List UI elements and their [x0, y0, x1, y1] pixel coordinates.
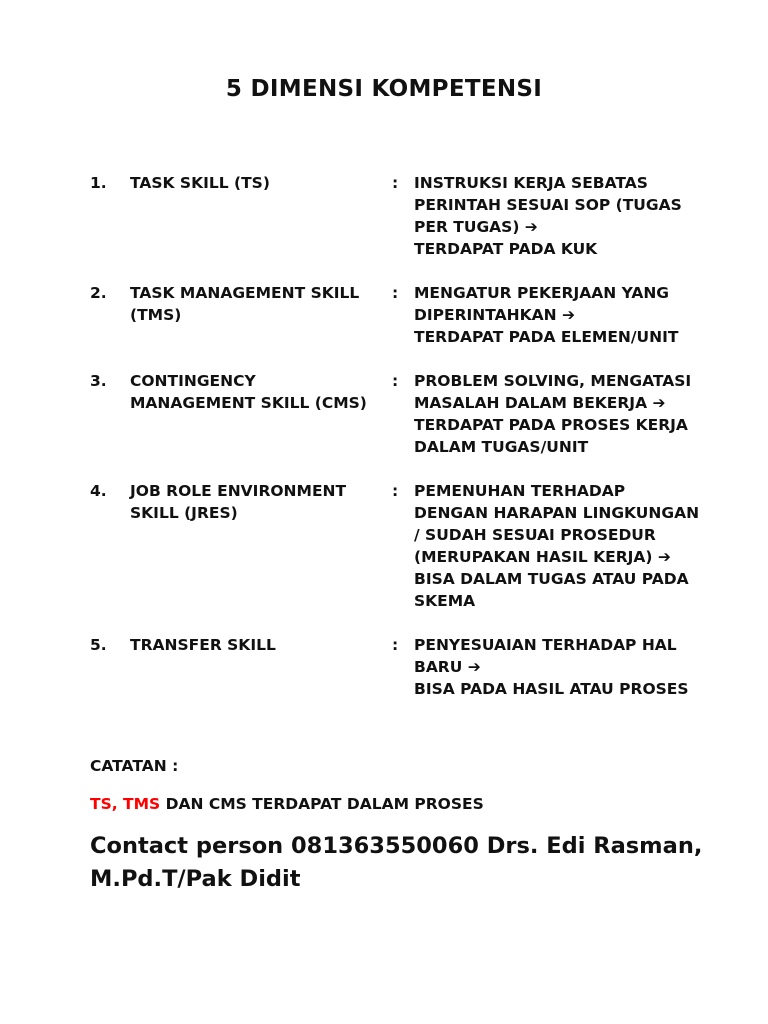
- item-name-line: TRANSFER SKILL: [130, 636, 276, 654]
- page-title: 5 DIMENSI KOMPETENSI: [225, 76, 543, 102]
- item-name-line: (TMS): [130, 306, 182, 324]
- item-desc-line: TERDAPAT PADA ELEMEN/UNIT: [414, 328, 679, 346]
- contact-info: [90, 830, 710, 896]
- item-colon: :: [392, 174, 399, 192]
- item-desc-line: DENGAN HARAPAN LINGKUNGAN: [414, 504, 700, 522]
- note-text: [90, 795, 484, 813]
- item-colon: :: [392, 372, 399, 390]
- competency-list: [90, 172, 730, 722]
- item-desc-line: MASALAH DALAM BEKERJA ➔: [414, 394, 666, 412]
- item-colon: :: [392, 284, 399, 302]
- item-desc-line: PROBLEM SOLVING, MENGATASI: [414, 372, 692, 390]
- contact-line: M.Pd.T/Pak Didit: [90, 866, 301, 892]
- item-desc-line: PEMENUHAN TERHADAP: [414, 482, 626, 500]
- item-name-line: MANAGEMENT SKILL (CMS): [130, 394, 367, 412]
- item-description: [414, 172, 724, 260]
- item-name: [130, 172, 392, 260]
- item-name-line: SKILL (JRES): [130, 504, 238, 522]
- item-desc-line: BISA DALAM TUGAS ATAU PADA: [414, 570, 689, 588]
- item-desc-line: / SUDAH SESUAI PROSEDUR: [414, 526, 656, 544]
- note-label: CATATAN :: [90, 757, 179, 775]
- item-desc-line: MENGATUR PEKERJAAN YANG: [414, 284, 670, 302]
- item-desc-line: TERDAPAT PADA KUK: [414, 240, 598, 258]
- item-description: [414, 480, 724, 612]
- item-desc-line: DIPERINTAHKAN ➔: [414, 306, 575, 324]
- item-desc-line: PER TUGAS) ➔: [414, 218, 538, 236]
- contact-line: Contact person 081363550060 Drs. Edi Rasman,: [90, 833, 703, 859]
- item-number: 2.: [90, 284, 107, 302]
- item-number: 3.: [90, 372, 107, 390]
- item-name: [130, 282, 392, 348]
- item-name: [130, 634, 392, 700]
- list-item: [90, 172, 730, 260]
- item-name-line: TASK SKILL (TS): [130, 174, 270, 192]
- item-name: [130, 370, 392, 458]
- item-desc-line: BISA PADA HASIL ATAU PROSES: [414, 680, 689, 698]
- item-colon: :: [392, 482, 399, 500]
- item-name-line: CONTINGENCY: [130, 372, 256, 390]
- list-item: [90, 282, 730, 348]
- item-number: 4.: [90, 482, 107, 500]
- item-description: [414, 634, 724, 700]
- item-desc-line: DALAM TUGAS/UNIT: [414, 438, 589, 456]
- list-item: [90, 370, 730, 458]
- note-body: DAN CMS TERDAPAT DALAM PROSES: [160, 795, 484, 813]
- item-desc-line: TERDAPAT PADA PROSES KERJA: [414, 416, 688, 434]
- item-number: 1.: [90, 174, 107, 192]
- item-description: [414, 282, 724, 348]
- item-desc-line: SKEMA: [414, 592, 476, 610]
- note-highlight: TS, TMS: [90, 795, 161, 813]
- item-number: 5.: [90, 636, 107, 654]
- list-item: [90, 480, 730, 612]
- item-desc-line: PENYESUAIAN TERHADAP HAL: [414, 636, 677, 654]
- item-desc-line: INSTRUKSI KERJA SEBATAS: [414, 174, 648, 192]
- item-name-line: JOB ROLE ENVIRONMENT: [130, 482, 347, 500]
- item-desc-line: BARU ➔: [414, 658, 481, 676]
- item-desc-line: (MERUPAKAN HASIL KERJA) ➔: [414, 548, 671, 566]
- item-colon: :: [392, 636, 399, 654]
- item-description: [414, 370, 724, 458]
- item-desc-line: PERINTAH SESUAI SOP (TUGAS: [414, 196, 682, 214]
- item-name: [130, 480, 392, 612]
- item-name-line: TASK MANAGEMENT SKILL: [130, 284, 360, 302]
- list-item: [90, 634, 730, 700]
